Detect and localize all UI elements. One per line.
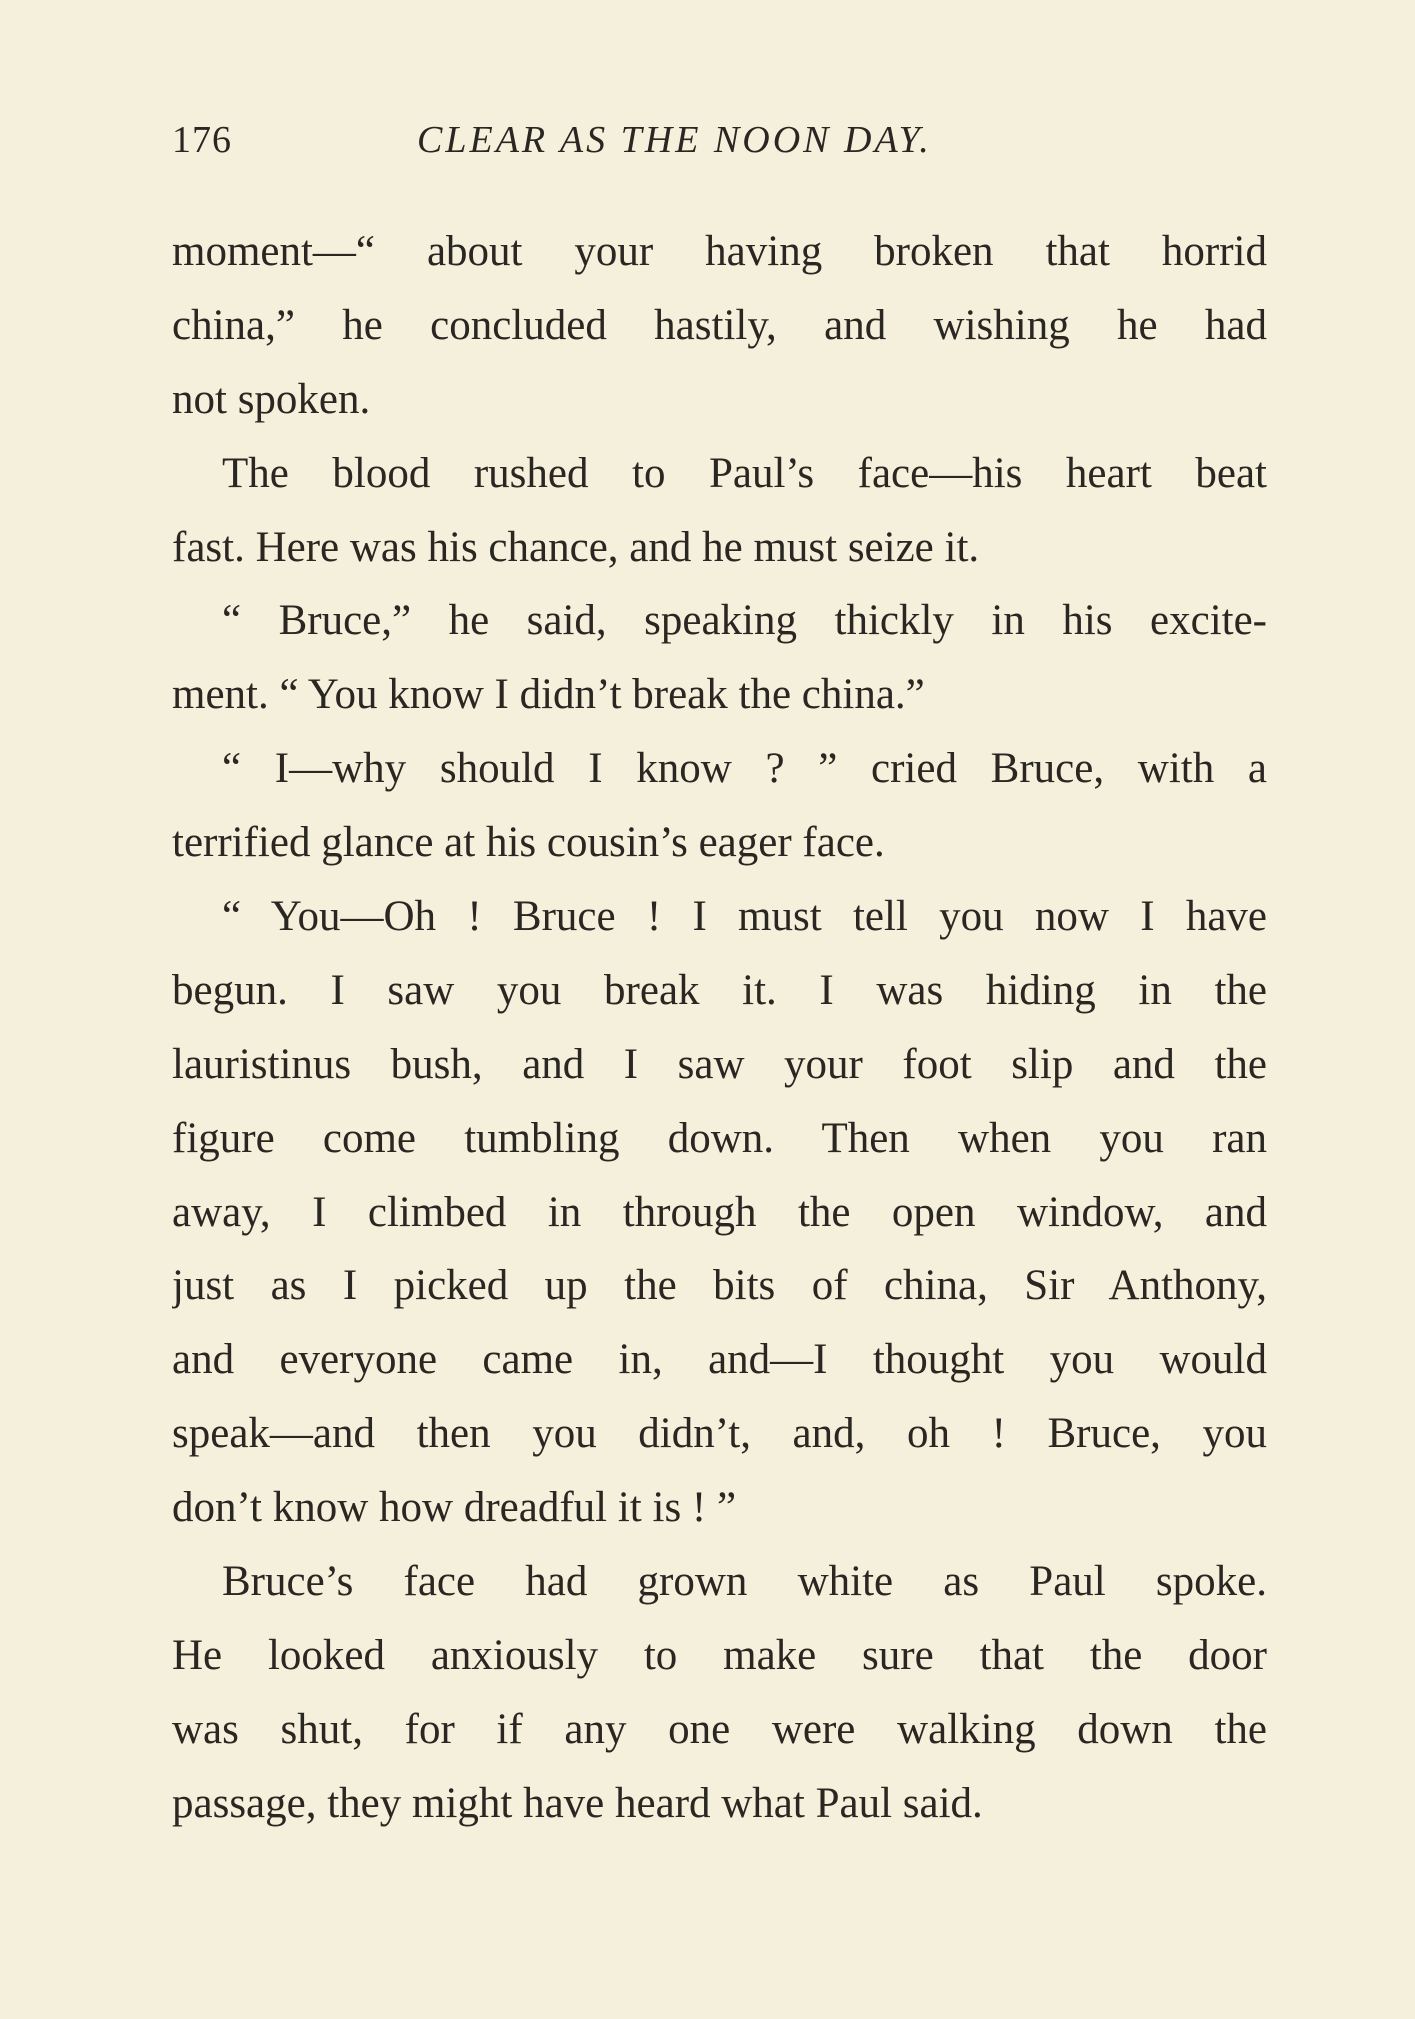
- page-number: 176: [172, 119, 232, 161]
- text-line: terrified glance at his cousin’s eager face.: [172, 819, 885, 867]
- text-line: figure come tumbling down. Then when you ran: [172, 1114, 1267, 1162]
- text-line: The blood rushed to Paul’s face—his heart beat: [222, 449, 1267, 497]
- text-line: moment—“ about your having broken that horrid: [172, 228, 1267, 275]
- text-line: china,” he concluded hastily, and wishing he had: [172, 301, 1267, 349]
- running-head: [172, 118, 1272, 178]
- text-line: fast. Here was his chance, and he must seize it.: [172, 523, 980, 571]
- text-line: and everyone came in, and—I thought you would: [172, 1336, 1267, 1384]
- text-line: away, I climbed in through the open window, and: [172, 1188, 1267, 1236]
- text-line: not spoken.: [172, 375, 371, 423]
- body-text: [172, 215, 1267, 1841]
- text-line: He looked anxiously to make sure that the door: [172, 1631, 1267, 1679]
- text-line: ment. “ You know I didn’t break the china.”: [172, 671, 925, 719]
- text-line: “ I—why should I know ? ” cried Bruce, with a: [222, 745, 1267, 793]
- text-line: just as I picked up the bits of china, Sir Anthony,: [172, 1262, 1267, 1310]
- text-line: Bruce’s face had grown white as Paul spoke.: [222, 1558, 1267, 1606]
- text-line: “ You—Oh ! Bruce ! I must tell you now I have: [222, 893, 1267, 941]
- text-line: “ Bruce,” he said, speaking thickly in his excite-: [222, 597, 1267, 645]
- text-line: speak—and then you didn’t, and, oh ! Bruce, you: [172, 1410, 1267, 1458]
- text-line: don’t know how dreadful it is ! ”: [172, 1484, 737, 1532]
- text-line: passage, they might have heard what Paul said.: [172, 1779, 983, 1827]
- running-title: CLEAR AS THE NOON DAY.: [417, 119, 932, 161]
- text-line: lauristinus bush, and I saw your foot slip and the: [172, 1040, 1267, 1088]
- text-line: begun. I saw you break it. I was hiding in the: [172, 966, 1267, 1014]
- text-line: was shut, for if any one were walking down the: [172, 1705, 1267, 1753]
